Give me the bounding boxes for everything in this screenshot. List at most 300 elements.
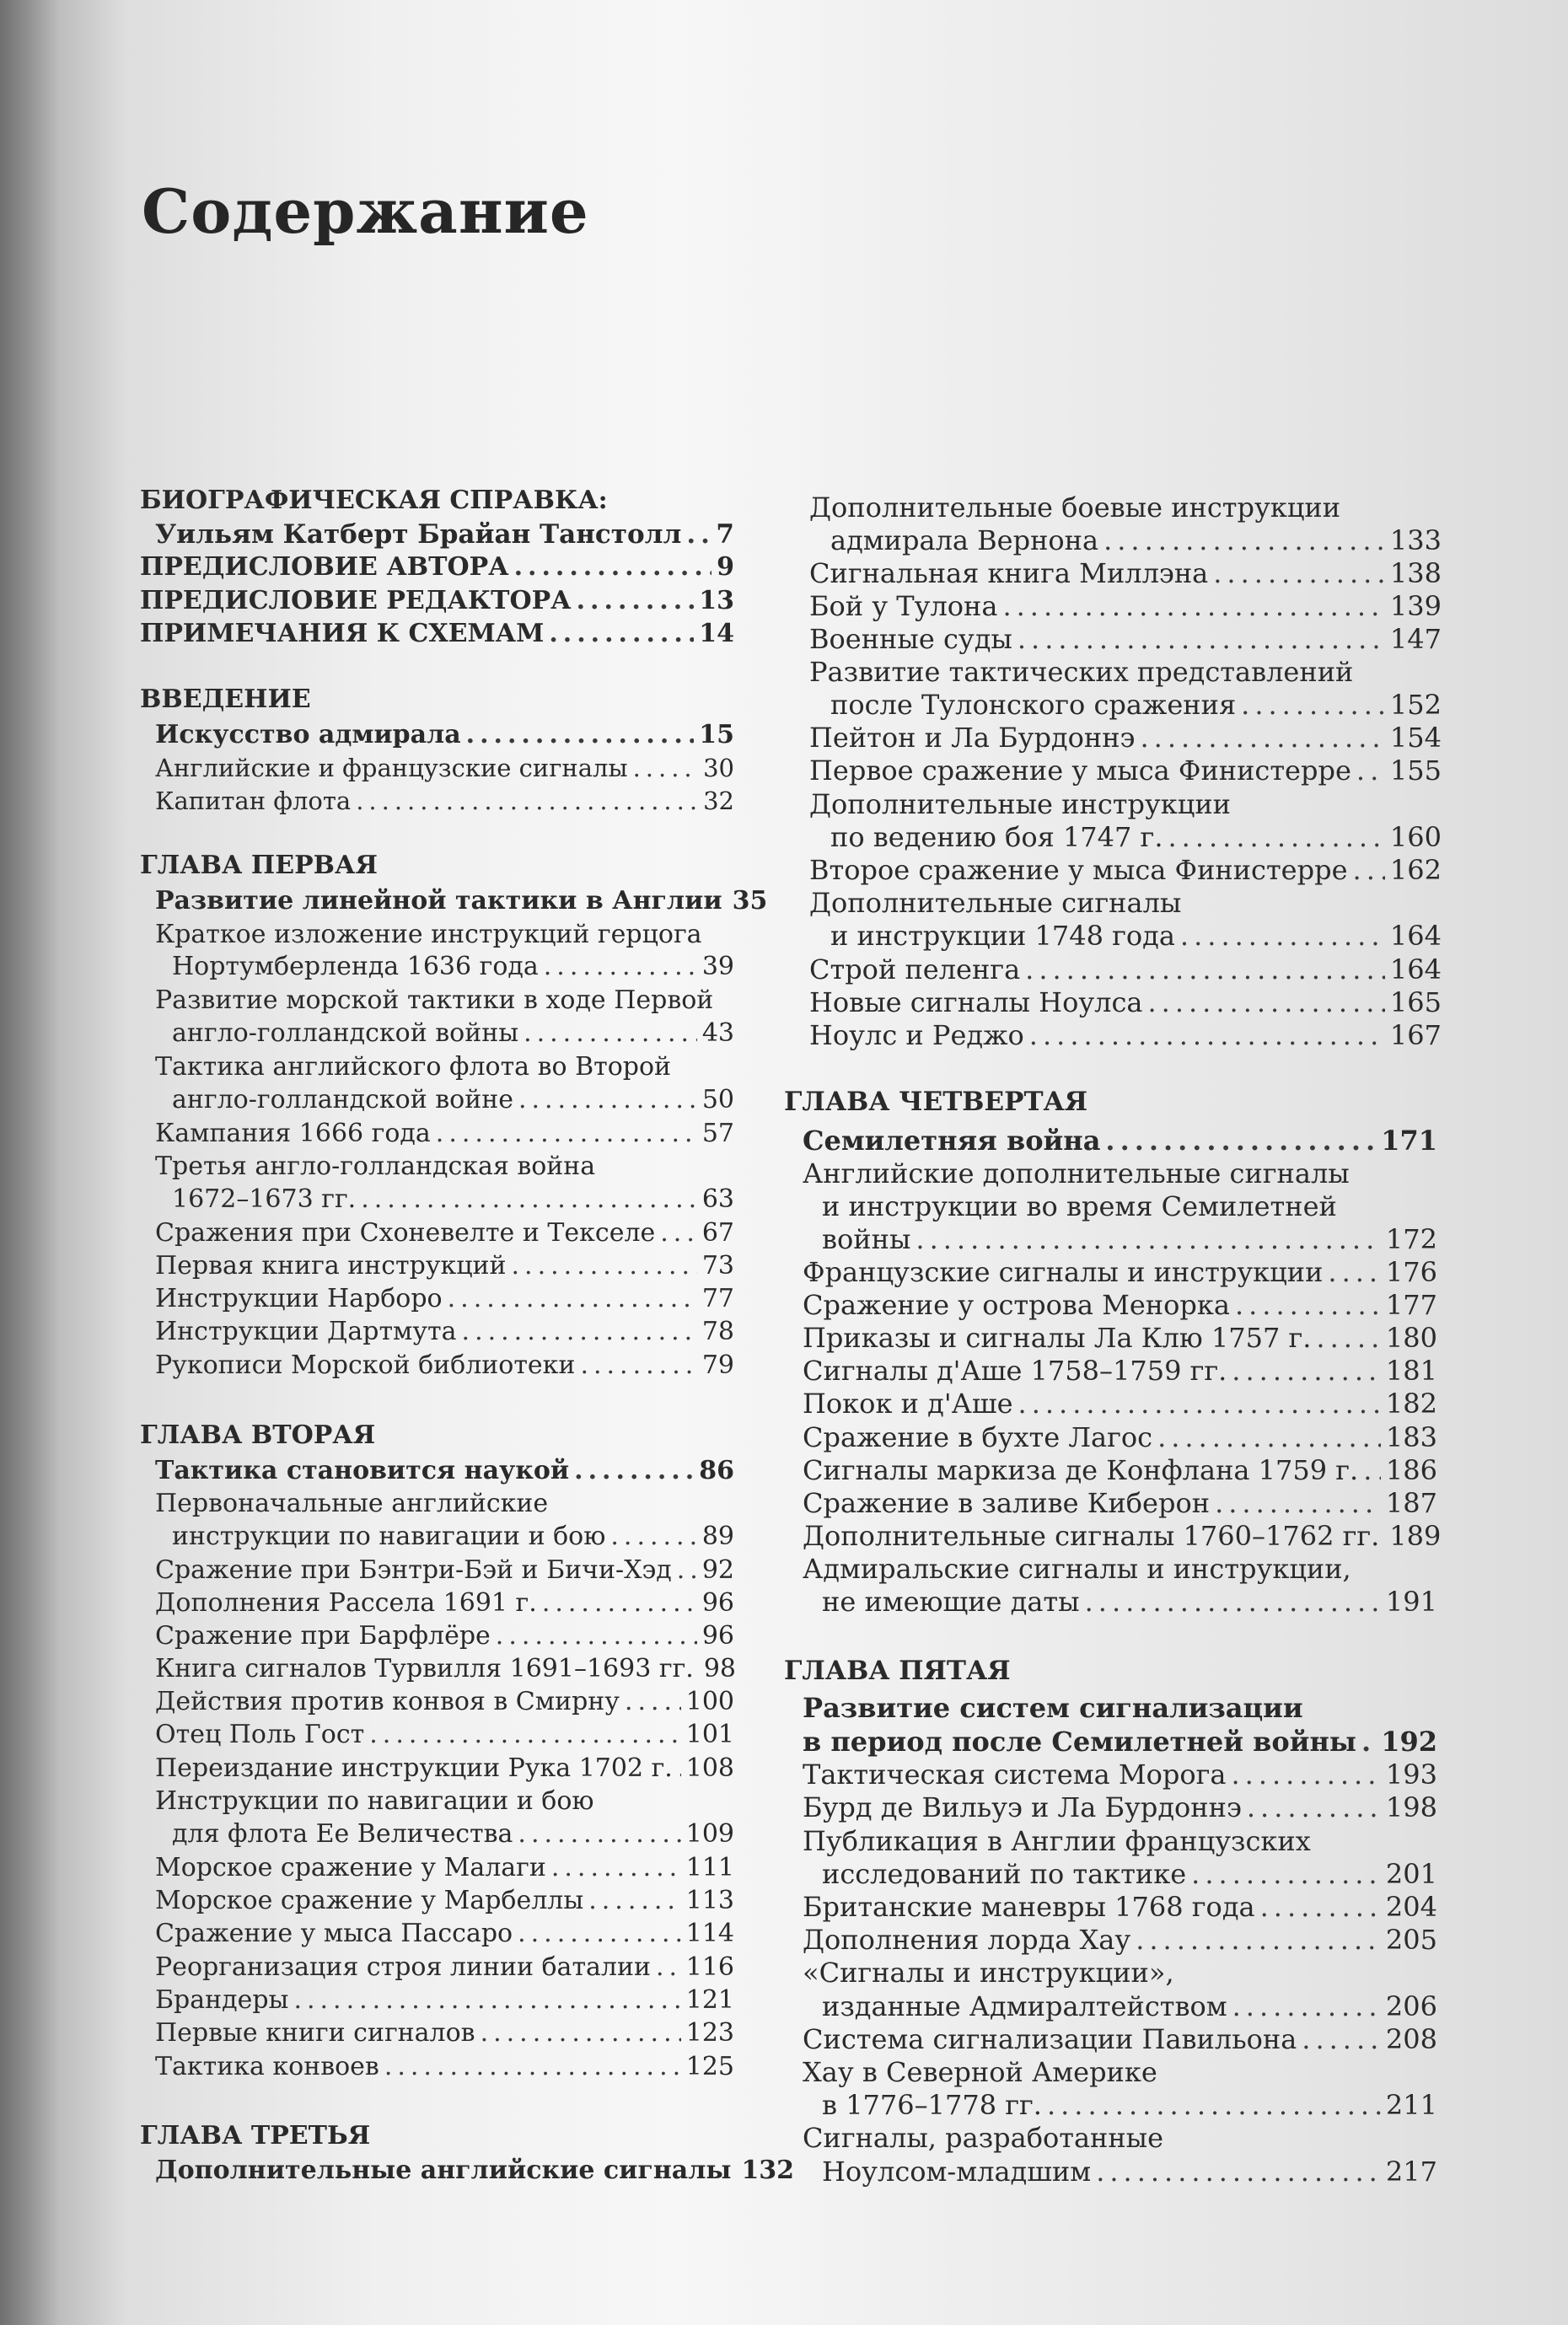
toc-entry-title: Дополнения лорда Хау — [803, 1924, 1131, 1956]
dot-leader — [1105, 1124, 1376, 1157]
dot-leader — [551, 1851, 681, 1885]
dot-leader — [1180, 919, 1385, 953]
toc-entry-title: Французские сигналы и инструкции — [803, 1256, 1324, 1288]
toc-entry-title: Тактика конвоев — [155, 2052, 379, 2081]
toc-entry-title: Развитие линейной тактики в Англии — [155, 886, 722, 916]
toc-page-number: 73 — [701, 1251, 734, 1281]
toc-entry — [155, 1718, 734, 1752]
toc-entry — [803, 1321, 1437, 1355]
toc-entry-title: Бурд де Вильуэ и Ла Бурдоннэ — [803, 1791, 1242, 1823]
dot-leader — [1191, 1857, 1381, 1891]
toc-entry-line: «Сигналы и инструкции», — [803, 1957, 1174, 1989]
toc-entry-title: ПРИМЕЧАНИЯ К СХЕМАМ — [140, 619, 545, 648]
toc-page-number: 96 — [701, 1588, 734, 1618]
dot-leader — [1168, 820, 1384, 854]
toc-entry-line: Публикация в Англии французских — [803, 1825, 1311, 1857]
dot-leader — [1018, 1387, 1381, 1420]
toc-entry — [822, 2088, 1437, 2122]
toc-page-number: 89 — [701, 1522, 734, 1551]
toc-entry-line: Хау в Северной Америке — [803, 2056, 1157, 2088]
dot-leader — [660, 1216, 697, 1250]
toc-entry-title: ПРЕДИСЛОВИЕ РЕДАКТОРА — [140, 586, 572, 615]
toc-entry-title: адмирала Вернона — [830, 524, 1099, 556]
toc-entry — [803, 1758, 1437, 1791]
toc-page-number: 50 — [701, 1085, 734, 1114]
dot-leader — [1232, 1989, 1381, 2023]
dot-leader — [361, 1183, 697, 1216]
toc-entry-title: изданные Адмиралтейством — [822, 1990, 1227, 2022]
dot-leader — [1085, 1585, 1381, 1619]
dot-leader — [462, 1315, 697, 1349]
toc-entry-title: Система сигнализации Павильона — [803, 2023, 1297, 2055]
toc-page-number: 14 — [699, 619, 734, 648]
dot-leader — [1136, 1923, 1381, 1957]
toc-entry-line: Развитие систем сигнализации — [803, 1692, 1303, 1724]
dot-leader — [384, 2050, 681, 2084]
dot-leader — [1353, 853, 1385, 887]
toc-entry — [155, 718, 734, 752]
toc-entry-title: в 1776–1778 гг. — [822, 2089, 1042, 2121]
toc-entry — [809, 953, 1442, 986]
dot-leader — [1260, 1890, 1381, 1924]
toc-page-number: 198 — [1385, 1791, 1437, 1823]
toc-entry — [155, 1951, 734, 1984]
toc-page-number: 86 — [699, 1456, 734, 1485]
dot-leader — [1361, 1725, 1376, 1759]
toc-page-number: 30 — [703, 754, 734, 782]
dot-leader — [1025, 953, 1385, 986]
toc-page-number: 192 — [1381, 1726, 1437, 1758]
toc-entry — [155, 884, 768, 918]
page-title: Содержание — [142, 175, 589, 247]
toc-entry-line: Развитие морской тактики в ходе Первой — [155, 985, 714, 1015]
dot-leader — [610, 1520, 696, 1554]
toc-entry-title: и инструкции 1748 года — [830, 920, 1175, 952]
toc-entry — [803, 1255, 1437, 1289]
toc-entry — [155, 1851, 734, 1885]
toc-entry-line: Инструкции по навигации и бою — [155, 1786, 594, 1816]
toc-entry — [803, 1453, 1437, 1487]
toc-page-number: 138 — [1389, 557, 1442, 589]
toc-page-number: 165 — [1389, 986, 1442, 1018]
dot-leader — [518, 1917, 681, 1951]
toc-entry — [803, 1923, 1437, 1957]
toc-entry-title: исследований по тактике — [822, 1858, 1187, 1890]
toc-page-number: 79 — [701, 1350, 734, 1380]
toc-entry-title: Тактическая система Морога — [803, 1759, 1227, 1791]
toc-entry — [155, 2154, 795, 2188]
chapter-heading: ГЛАВА ВТОРАЯ — [140, 1420, 376, 1450]
toc-entry-title: войны — [822, 1223, 911, 1255]
dot-leader — [1140, 721, 1384, 754]
toc-entry-title: Сражения при Схоневелте и Текселе — [155, 1218, 656, 1248]
toc-page-number: 217 — [1385, 2156, 1437, 2188]
toc-page-number: 98 — [703, 1654, 737, 1683]
dot-leader — [1363, 1453, 1381, 1487]
toc-entry-title: Бой у Тулона — [809, 590, 998, 622]
toc-page-number: 186 — [1385, 1454, 1437, 1486]
toc-entry — [803, 1791, 1437, 1824]
toc-entry-title: для флота Ее Величества — [172, 1819, 513, 1849]
toc-entry-title: 1672–1673 гг. — [172, 1184, 357, 1214]
toc-entry — [830, 919, 1442, 953]
toc-page-number: 191 — [1385, 1586, 1437, 1618]
toc-entry-title: Ноулсом-младшим — [822, 2156, 1092, 2188]
dot-leader — [1328, 1255, 1381, 1289]
toc-entry-line: Сигналы, разработанные — [803, 2122, 1164, 2154]
toc-page-number: 113 — [685, 1886, 734, 1915]
toc-page-number: 132 — [741, 2156, 795, 2185]
chapter-heading: ГЛАВА ТРЕТЬЯ — [140, 2121, 371, 2150]
toc-entry-title: Рукописи Морской библиотеки — [155, 1350, 576, 1380]
toc-page-number: 205 — [1385, 1924, 1437, 1956]
dot-leader — [686, 518, 711, 551]
toc-entry-title: Семилетняя война — [803, 1125, 1101, 1157]
toc-page-number: 193 — [1385, 1759, 1437, 1791]
toc-entry — [155, 1554, 734, 1587]
dot-leader — [574, 1454, 694, 1488]
toc-page-number: 108 — [685, 1753, 734, 1783]
dot-leader — [356, 784, 698, 818]
toc-page-number: 123 — [685, 2018, 734, 2048]
toc-entry-title: Уильям Катберт Брайан Танстолл — [155, 519, 682, 550]
toc-entry-line: Краткое изложение инструкций герцога — [155, 920, 702, 949]
dot-leader — [1356, 754, 1385, 787]
dot-leader — [1231, 1758, 1380, 1791]
toc-entry — [140, 584, 734, 618]
dot-leader — [1213, 556, 1385, 590]
toc-entry — [809, 1018, 1442, 1052]
toc-page-number: 180 — [1385, 1322, 1437, 1354]
chapter-heading: ГЛАВА ЧЕТВЕРТАЯ — [784, 1087, 1088, 1117]
dot-leader — [1215, 1486, 1381, 1520]
dot-leader — [1316, 1321, 1381, 1355]
toc-entry — [822, 1989, 1437, 2023]
dot-leader — [577, 584, 695, 618]
dot-leader — [436, 1117, 697, 1151]
toc-page-number: 35 — [732, 886, 768, 916]
dot-leader — [1096, 2155, 1381, 2188]
toc-entry — [155, 1652, 737, 1686]
dot-leader — [293, 1984, 680, 2017]
toc-entry — [172, 950, 734, 984]
toc-entry — [809, 589, 1442, 623]
toc-entry — [809, 556, 1442, 590]
toc-page-number: 92 — [701, 1555, 734, 1585]
toc-entry — [830, 820, 1442, 854]
toc-entry — [155, 1315, 734, 1349]
toc-page-number: 57 — [701, 1119, 734, 1148]
toc-entry-title: Дополнительные сигналы 1760–1762 гг. — [803, 1520, 1380, 1552]
dot-leader — [448, 1282, 697, 1316]
toc-page-number: 206 — [1385, 1990, 1437, 2022]
toc-page-number: 13 — [699, 586, 734, 615]
toc-page-number: 125 — [685, 2052, 734, 2081]
toc-page-number: 164 — [1389, 953, 1442, 985]
toc-entry — [155, 1282, 734, 1316]
dot-leader — [514, 550, 712, 584]
toc-page-number: 181 — [1385, 1355, 1437, 1387]
toc-entry — [803, 1725, 1437, 1759]
toc-page-number: 77 — [701, 1284, 734, 1313]
toc-page-number: 172 — [1385, 1223, 1437, 1255]
toc-page-number: 162 — [1389, 854, 1442, 886]
toc-entry — [155, 518, 734, 551]
toc-entry-line: Первоначальные английские — [155, 1489, 549, 1518]
toc-entry — [172, 1818, 734, 1851]
toc-entry-title: Военные суды — [809, 623, 1012, 655]
toc-entry — [155, 784, 734, 818]
toc-page-number: 32 — [703, 787, 734, 815]
toc-entry-title: после Тулонского сражения — [830, 689, 1237, 721]
toc-entry — [155, 1984, 734, 2017]
toc-entry-title: Покок и д'Аше — [803, 1388, 1013, 1420]
toc-entry — [830, 688, 1442, 722]
toc-entry-line: Дополнительные инструкции — [809, 788, 1231, 820]
toc-page-number: 63 — [701, 1184, 734, 1214]
dot-leader — [1302, 2022, 1381, 2056]
toc-entry-title: Строй пеленга — [809, 953, 1021, 985]
toc-entry-title: Брандеры — [155, 1985, 289, 2015]
toc-entry — [140, 617, 734, 651]
dot-leader — [1157, 1420, 1381, 1454]
chapter-heading: БИОГРАФИЧЕСКАЯ СПРАВКА: — [140, 486, 608, 515]
toc-entry — [155, 1619, 734, 1653]
toc-entry-title: англо-голландской войне — [172, 1085, 513, 1114]
toc-entry-title: Британские маневры 1768 года — [803, 1891, 1255, 1923]
toc-entry — [155, 1685, 734, 1719]
toc-entry — [155, 1884, 734, 1918]
dot-leader — [512, 1249, 697, 1283]
toc-entry — [155, 1917, 734, 1951]
toc-entry-line: Третья англо-голландская война — [155, 1152, 596, 1181]
toc-entry-title: Нортумберленда 1636 года — [172, 952, 539, 981]
toc-entry — [803, 1124, 1437, 1157]
dot-leader — [1247, 1791, 1381, 1824]
toc-page-number: 114 — [685, 1919, 734, 1948]
dot-leader — [1018, 622, 1385, 656]
toc-entry-title: Инструкции Дартмута — [155, 1317, 457, 1346]
toc-entry-title: Переиздание инструкции Рука 1702 г. — [155, 1753, 673, 1783]
toc-entry-title: Ноулс и Реджо — [809, 1019, 1024, 1051]
toc-entry — [803, 1890, 1437, 1924]
toc-entry-title: Сражение у мыса Пассаро — [155, 1919, 513, 1948]
toc-entry-title: Дополнительные английские сигналы — [155, 2156, 732, 2185]
toc-entry-title: Сигналы маркиза де Конфлана 1759 г. — [803, 1454, 1359, 1486]
dot-leader — [549, 617, 694, 651]
toc-page-number: 176 — [1385, 1256, 1437, 1288]
dot-leader — [678, 1752, 681, 1785]
toc-entry — [155, 1216, 734, 1250]
toc-entry — [155, 1349, 734, 1383]
dot-leader — [518, 1083, 697, 1117]
dot-leader — [544, 950, 697, 984]
toc-page-number: 78 — [701, 1317, 734, 1346]
toc-entry — [822, 1857, 1437, 1891]
toc-page-number: 111 — [685, 1853, 734, 1882]
toc-entry-title: Инструкции Нарборо — [155, 1284, 443, 1313]
toc-entry-title: Отец Поль Гост — [155, 1720, 365, 1749]
toc-entry-title: Пейтон и Ла Бурдоннэ — [809, 722, 1136, 754]
toc-entry-title: Приказы и сигналы Ла Клю 1757 г. — [803, 1322, 1312, 1354]
toc-page-number: 116 — [685, 1952, 734, 1982]
toc-entry — [172, 1520, 734, 1554]
toc-entry-title: англо-голландской войны — [172, 1018, 519, 1048]
toc-entry-title: не имеющие даты — [822, 1586, 1080, 1618]
toc-page-number: 189 — [1389, 1520, 1442, 1552]
toc-entry-line: Развитие тактических представлений — [809, 656, 1354, 688]
toc-page-number: 183 — [1385, 1421, 1437, 1453]
toc-entry-title: Дополнения Рассела 1691 г. — [155, 1588, 537, 1618]
dot-leader — [369, 1718, 680, 1752]
toc-page-number: 171 — [1381, 1125, 1437, 1157]
chapter-heading: ВВЕДЕНИЕ — [140, 685, 311, 714]
toc-entry — [155, 1454, 734, 1488]
dot-leader — [625, 1685, 681, 1719]
toc-entry-title: Сражение в заливе Киберон — [803, 1487, 1211, 1519]
toc-entry — [809, 985, 1442, 1019]
toc-entry-title: Первая книга инструкций — [155, 1251, 507, 1281]
toc-entry — [809, 853, 1442, 887]
toc-page-number: 133 — [1389, 524, 1442, 556]
dot-leader — [1235, 1288, 1381, 1322]
dot-leader — [580, 1349, 696, 1383]
toc-page-number: 152 — [1389, 689, 1442, 721]
toc-entry-title: в период после Семилетней войны — [803, 1726, 1356, 1758]
toc-entry — [155, 751, 734, 785]
toc-page-number: 147 — [1389, 623, 1442, 655]
chapter-heading: ГЛАВА ПЯТАЯ — [784, 1656, 1011, 1686]
toc-entry-title: Морское сражение у Марбеллы — [155, 1886, 584, 1915]
toc-entry-title: Сражение при Барфлёре — [155, 1621, 491, 1651]
toc-page-number: 9 — [717, 552, 734, 582]
toc-entry — [172, 1017, 734, 1050]
dot-leader — [1232, 1354, 1381, 1388]
toc-entry — [803, 1354, 1437, 1388]
dot-leader — [677, 1554, 697, 1587]
toc-entry — [803, 2022, 1437, 2056]
dot-leader — [518, 1818, 680, 1851]
toc-page-number: 67 — [701, 1218, 734, 1248]
dot-leader — [466, 718, 695, 752]
dot-leader — [588, 1884, 681, 1918]
toc-entry — [172, 1083, 734, 1117]
toc-page-number: 211 — [1385, 2089, 1437, 2121]
toc-entry — [155, 1752, 734, 1785]
toc-entry-line: Дополнительные сигналы — [809, 887, 1182, 919]
toc-entry-title: Кампания 1666 года — [155, 1119, 431, 1148]
dot-leader — [916, 1222, 1381, 1256]
toc-entry-title: Реорганизация строя линии баталии — [155, 1952, 651, 1982]
toc-entry-title: Сражение в бухте Лагос — [803, 1421, 1153, 1453]
toc-page-number: 139 — [1389, 590, 1442, 622]
toc-entry-title: Сигнальная книга Миллэна — [809, 557, 1209, 589]
dot-leader — [1104, 524, 1385, 557]
dot-leader — [656, 1951, 681, 1984]
toc-page-number: 155 — [1389, 754, 1442, 787]
toc-entry-title: Сражение у острова Менорка — [803, 1289, 1230, 1321]
toc-page-number: 187 — [1385, 1487, 1437, 1519]
toc-entry-title: по ведению боя 1747 г. — [830, 821, 1163, 853]
toc-page-number: 109 — [685, 1819, 734, 1849]
toc-page-number: 121 — [685, 1985, 734, 2015]
toc-entry — [155, 1587, 734, 1620]
toc-entry-title: Первые книги сигналов — [155, 2018, 475, 2048]
toc-entry-line: Адмиральские сигналы и инструкции, — [803, 1553, 1351, 1585]
toc-page-number: 43 — [701, 1018, 734, 1048]
toc-entry-title: ПРЕДИСЛОВИЕ АВТОРА — [140, 552, 509, 582]
toc-entry-title: Искусство адмирала — [155, 720, 461, 749]
toc-entry-title: Сражение при Бэнтри-Бэй и Бичи-Хэд — [155, 1555, 672, 1585]
dot-leader — [1047, 2088, 1381, 2122]
toc-entry-title: Новые сигналы Ноулса — [809, 986, 1143, 1018]
toc-entry — [803, 1486, 1437, 1520]
toc-page-number: 39 — [701, 952, 734, 981]
toc-entry-title: Второе сражение у мыса Финистерре — [809, 854, 1348, 886]
toc-page-number: 160 — [1389, 821, 1442, 853]
toc-entry — [803, 1519, 1442, 1553]
toc-entry — [822, 2155, 1437, 2188]
toc-entry — [172, 1183, 734, 1216]
toc-entry — [155, 1249, 734, 1283]
toc-entry — [803, 1387, 1437, 1420]
toc-entry-title: Первое сражение у мыса Финистерре — [809, 754, 1351, 787]
toc-page-number: 100 — [685, 1687, 734, 1716]
toc-entry-line: и инструкции во время Семилетней — [822, 1190, 1337, 1222]
dot-leader — [1241, 688, 1385, 722]
toc-entry-line: Тактика английского флота во Второй — [155, 1052, 672, 1082]
toc-entry-title: Капитан флота — [155, 787, 352, 815]
dot-leader — [633, 751, 699, 785]
toc-entry — [803, 1420, 1437, 1454]
dot-leader — [1147, 985, 1384, 1019]
toc-entry-title: Книга сигналов Турвилля 1691–1693 гг. — [155, 1654, 694, 1683]
toc-page-number: 177 — [1385, 1289, 1437, 1321]
toc-entry-title: Английские и французские сигналы — [155, 754, 628, 782]
toc-entry-title: инструкции по навигации и бою — [172, 1522, 606, 1551]
dot-leader — [481, 2016, 681, 2050]
chapter-heading: ГЛАВА ПЕРВАЯ — [140, 851, 378, 880]
dot-leader — [524, 1017, 697, 1050]
toc-entry-title: Сигналы д'Аше 1758–1759 гг. — [803, 1355, 1227, 1387]
toc-page-number: 101 — [685, 1720, 734, 1749]
toc-page-number: 182 — [1385, 1388, 1437, 1420]
toc-page-number: 164 — [1389, 920, 1442, 952]
toc-page-number: 96 — [701, 1621, 734, 1651]
toc-entry — [803, 1288, 1437, 1322]
toc-entry — [822, 1585, 1437, 1619]
toc-page-number: 208 — [1385, 2023, 1437, 2055]
toc-entry — [809, 622, 1442, 656]
toc-entry — [155, 2050, 734, 2084]
toc-entry — [830, 524, 1442, 557]
dot-leader — [496, 1619, 697, 1653]
toc-entry — [809, 721, 1442, 754]
toc-entry — [822, 1222, 1437, 1256]
toc-entry-line: Английские дополнительные сигналы — [803, 1157, 1350, 1189]
toc-entry-line: Дополнительные боевые инструкции — [809, 491, 1341, 524]
toc-entry-title: Морское сражение у Малаги — [155, 1853, 546, 1882]
toc-entry — [809, 754, 1442, 787]
toc-entry-title: Тактика становится наукой — [155, 1456, 570, 1485]
dot-leader — [1002, 589, 1384, 623]
toc-entry — [140, 550, 734, 584]
dot-leader — [1029, 1018, 1385, 1052]
dot-leader — [542, 1587, 697, 1620]
toc-page-number: 167 — [1389, 1019, 1442, 1051]
toc-entry — [155, 1117, 734, 1151]
toc-entry-title: Действия против конвоя в Смирну — [155, 1687, 620, 1716]
